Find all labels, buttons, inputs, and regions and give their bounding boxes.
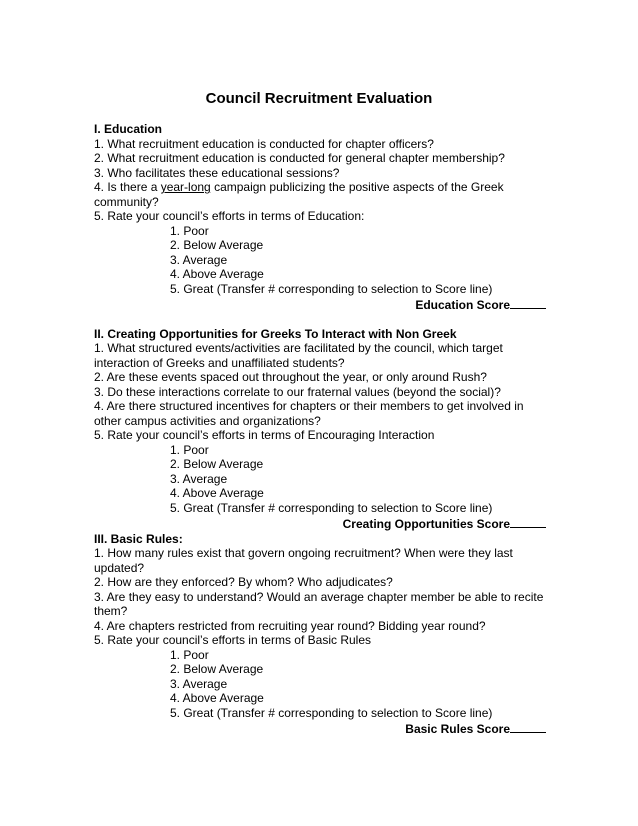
option-great: 5. Great (Transfer # corresponding to selection to Score line) xyxy=(170,281,493,296)
section-heading: II. Creating Opportunities for Greeks To Interact with Non Greek xyxy=(94,326,457,341)
option-average: 3. Average xyxy=(170,252,228,267)
education-score-line xyxy=(94,296,546,313)
basic-rules-score-line xyxy=(94,720,546,737)
option-average: 3. Average xyxy=(170,676,228,691)
score-label: Basic Rules Score xyxy=(405,722,510,736)
score-label: Education Score xyxy=(415,298,510,312)
question-2: 2. Are these events spaced out throughout the year, or only around Rush? xyxy=(94,370,487,384)
opportunities-score-line xyxy=(94,515,546,532)
page-title: Council Recruitment Evaluation xyxy=(205,90,433,107)
score-blank[interactable] xyxy=(510,296,546,309)
option-below-average: 2. Below Average xyxy=(170,238,264,252)
question-4-suffix: campaign publicizing the positive aspects of the Greek community? xyxy=(94,180,504,209)
question-4: 4. Are chapters restricted from recruiting year round? Bidding year round? xyxy=(94,618,486,633)
question-4 xyxy=(94,180,546,209)
question-1: 1. What recruitment education is conducted for chapter officers? xyxy=(94,136,434,151)
option-above-average: 4. Above Average xyxy=(170,267,264,281)
section-heading: III. Basic Rules: xyxy=(94,531,183,546)
option-great: 5. Great (Transfer # corresponding to selection to Score line) xyxy=(170,500,493,515)
document-page xyxy=(94,90,546,737)
option-above-average: 4. Above Average xyxy=(170,691,264,705)
option-above-average: 4. Above Average xyxy=(170,486,264,500)
question-1: 1. What structured events/activities are facilitated by the council, which target interaction of Greeks and unaffiliated students? xyxy=(94,341,503,370)
question-2: 2. What recruitment education is conducted for general chapter membership? xyxy=(94,151,505,165)
section-education xyxy=(94,122,546,313)
question-3: 3. Who facilitates these educational sessions? xyxy=(94,165,340,180)
option-average: 3. Average xyxy=(170,471,228,486)
option-below-average: 2. Below Average xyxy=(170,457,264,471)
question-5: 5. Rate your council’s efforts in terms of Encouraging Interaction xyxy=(94,428,435,442)
section-heading: I. Education xyxy=(94,122,163,136)
score-blank[interactable] xyxy=(510,720,546,733)
option-below-average: 2. Below Average xyxy=(170,662,264,676)
option-poor: 1. Poor xyxy=(170,223,209,238)
question-3: 3. Are they easy to understand? Would an average chapter member be able to recite them? xyxy=(94,589,544,618)
question-5: 5. Rate your council’s efforts in terms of Basic Rules xyxy=(94,633,372,647)
option-poor: 1. Poor xyxy=(170,442,209,457)
section-basic-rules xyxy=(94,532,546,737)
option-poor: 1. Poor xyxy=(170,647,209,662)
question-3: 3. Do these interactions correlate to our fraternal values (beyond the social)? xyxy=(94,384,501,399)
option-great: 5. Great (Transfer # corresponding to selection to Score line) xyxy=(170,705,493,720)
score-blank[interactable] xyxy=(510,515,546,528)
question-4-emphasis: year-long xyxy=(160,180,211,194)
score-label: Creating Opportunities Score xyxy=(342,517,510,531)
section-opportunities xyxy=(94,327,546,532)
question-1: 1. How many rules exist that govern ongoing recruitment? When were they last updated? xyxy=(94,546,513,575)
question-4: 4. Are there structured incentives for chapters or their members to get involved in other campus activities and organizations? xyxy=(94,399,524,428)
question-5: 5. Rate your council’s efforts in terms of Education: xyxy=(94,209,365,223)
question-2: 2. How are they enforced? By whom? Who adjudicates? xyxy=(94,575,393,589)
question-4-prefix: 4. Is there a xyxy=(94,180,161,194)
